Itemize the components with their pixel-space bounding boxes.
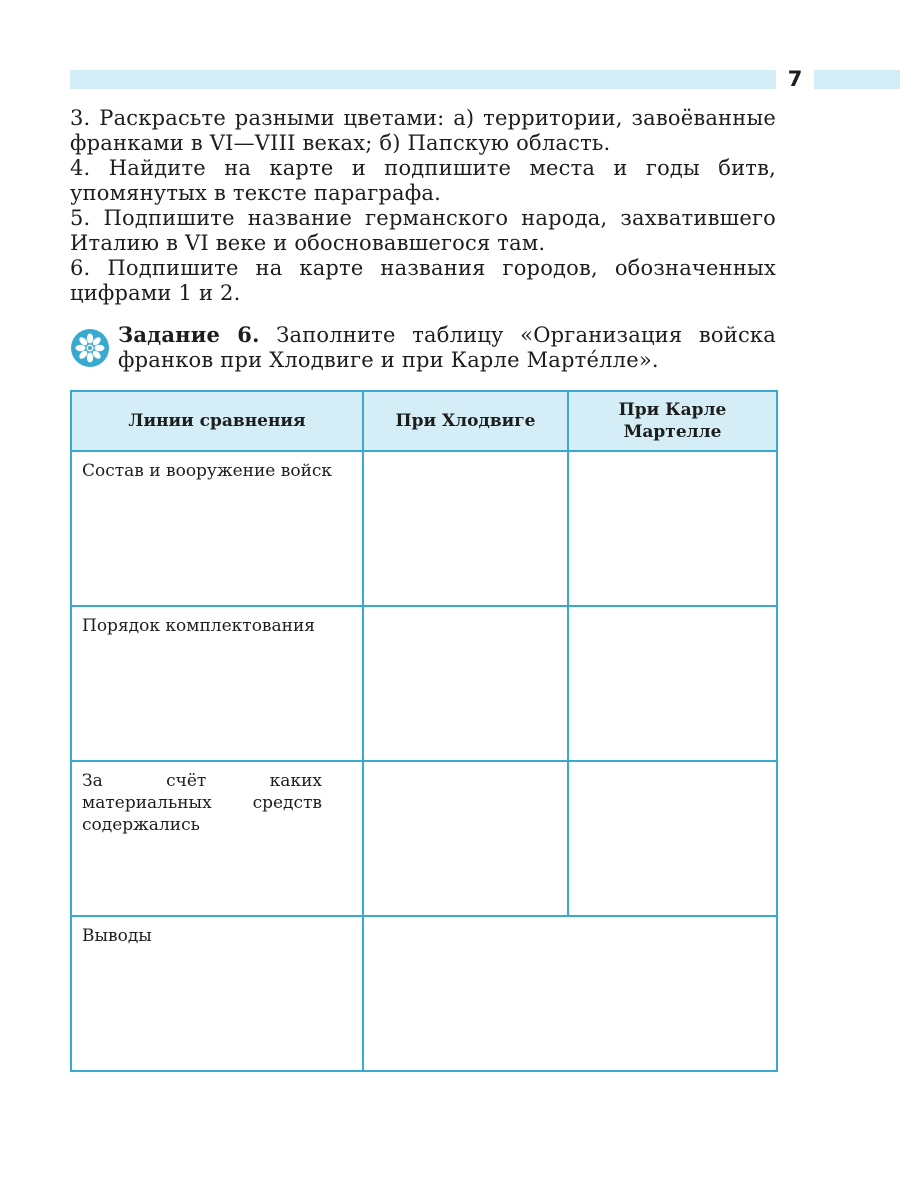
page-number: 7 [787,67,803,91]
answer-cell-clovis[interactable] [363,606,568,761]
task-flower-icon [70,328,110,368]
row-label-composition: Состав и вооружение войск [71,451,363,606]
question-3: 3. Раскрасьте разными цветами: а) территории, завоёванные франками в VI—VIII веках; б) Папскую область. [70,106,776,155]
table-row [71,606,777,761]
answer-cell-clovis[interactable] [363,761,568,916]
table-row [71,916,777,1071]
answer-cell-charles[interactable] [568,761,777,916]
header-clovis: При Хлодвиге [363,391,568,451]
table-header-row [71,391,777,451]
answer-cell-conclusions[interactable] [363,916,777,1071]
row-label-conclusions: Выводы [71,916,363,1071]
question-4: 4. Найдите на карте и подпишите места и годы битв, упомянутых в тексте параграфа. [70,156,776,205]
row-label-funding: За счёт каких материальных средств содержались [71,761,363,916]
task-6 [70,322,776,373]
comparison-table [70,390,778,1072]
question-5: 5. Подпишите название германского народа, захватившего Италию в VI веке и обосновавшегося там. [70,206,776,255]
table-row [71,761,777,916]
task-text [118,322,776,373]
table-row [71,451,777,606]
task-label: Задание 6. [118,322,260,347]
header-comparison-lines: Линии сравнения [71,391,363,451]
answer-cell-charles[interactable] [568,451,777,606]
question-6: 6. Подпишите на карте названия городов, обозначенных цифрами 1 и 2. [70,256,776,305]
header-bar-right [814,70,900,89]
task-instruction: Заполните таблицу «Организация войска франков при Хлодвиге и при Карле Мартéлле». [118,323,776,372]
header-charles-martel: При Карле Мартелле [568,391,777,451]
header-bar [70,70,776,89]
answer-cell-charles[interactable] [568,606,777,761]
row-label-recruitment: Порядок комплектования [71,606,363,761]
answer-cell-clovis[interactable] [363,451,568,606]
questions-list [70,106,776,306]
